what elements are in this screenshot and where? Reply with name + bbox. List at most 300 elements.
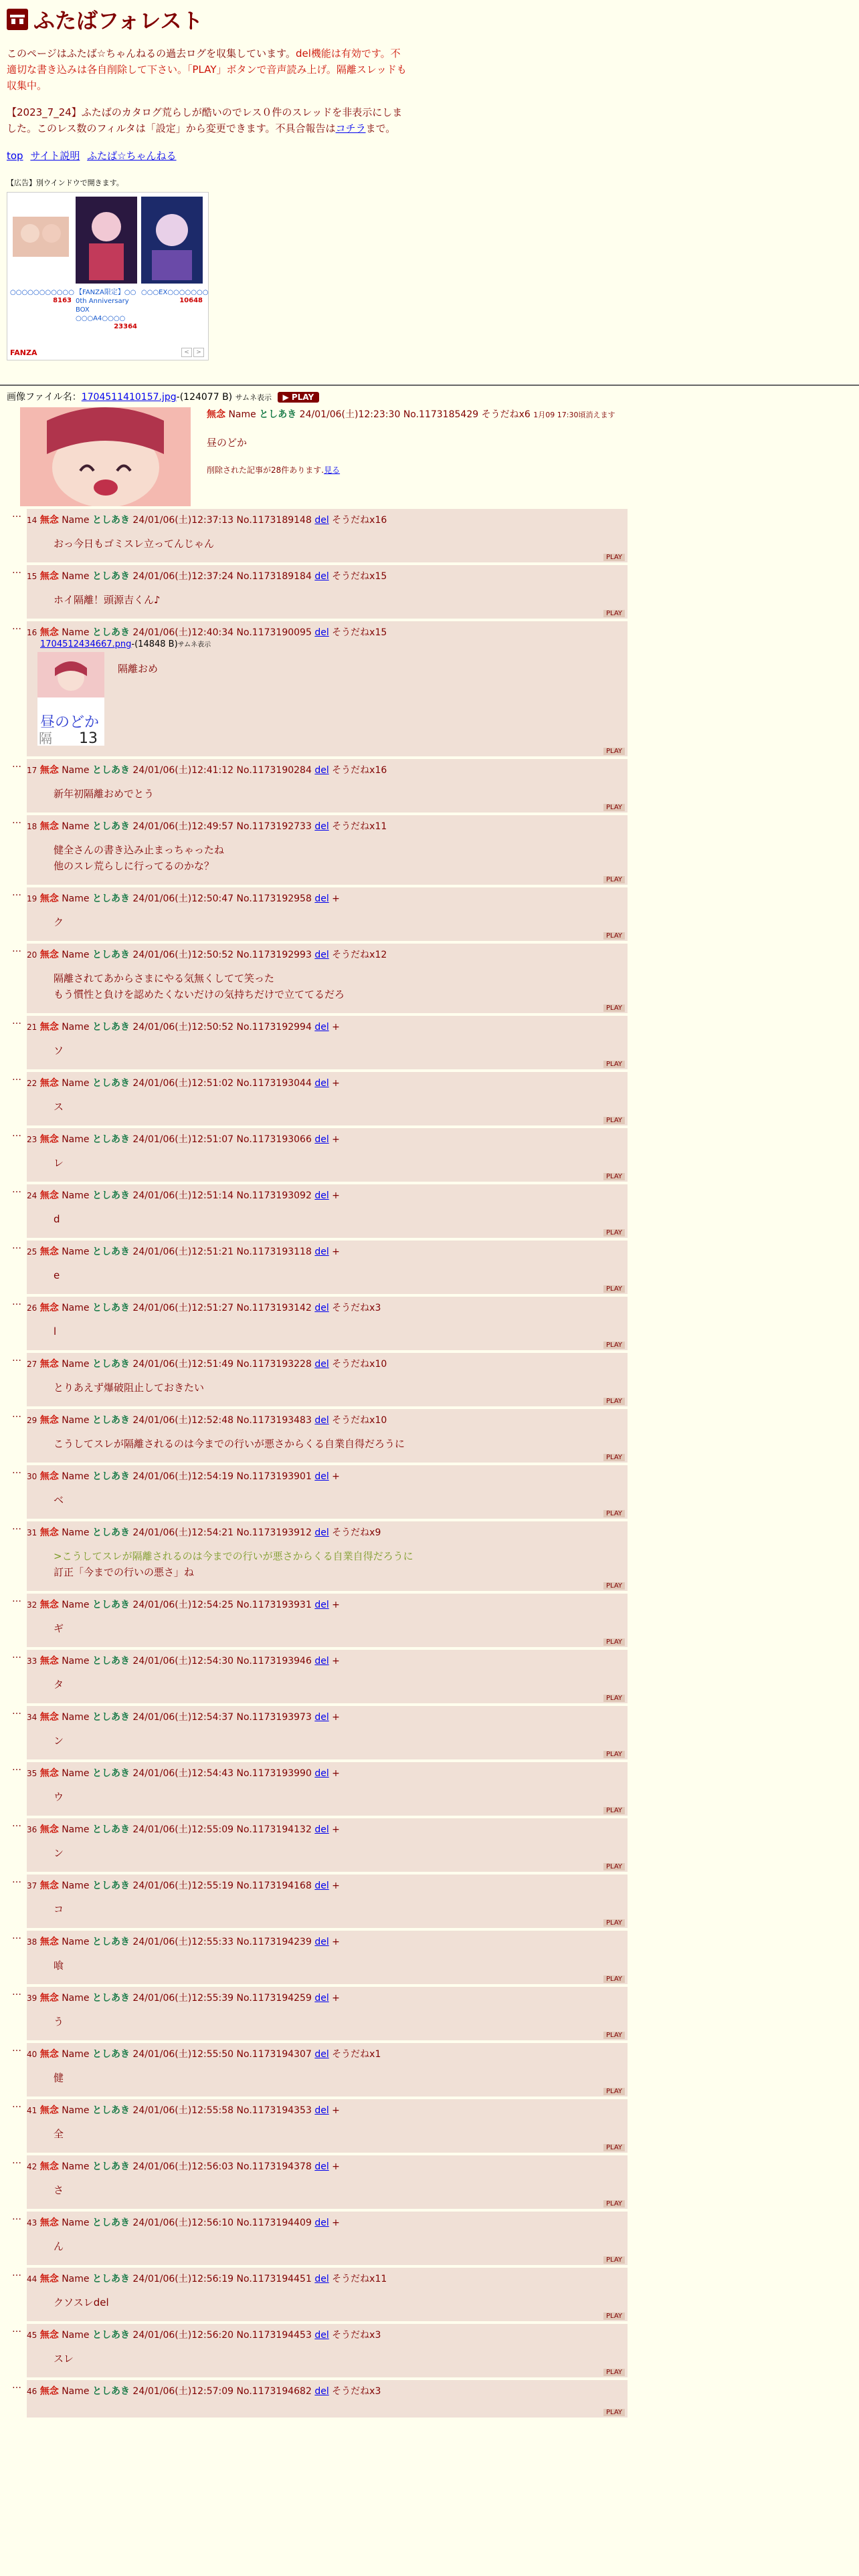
reply-play-button[interactable]: PLAY	[603, 876, 625, 883]
reply-number[interactable]: No.1173190095	[236, 627, 312, 638]
del-link[interactable]: del	[314, 1247, 329, 1257]
del-link[interactable]: del	[314, 2330, 329, 2341]
reply	[27, 1650, 628, 1703]
reply-name: としあき	[92, 1993, 130, 2004]
reply-number[interactable]: No.1173194378	[236, 2161, 312, 2172]
del-link[interactable]: del	[314, 1712, 329, 1723]
reply-index: 17	[27, 766, 37, 775]
reply-dots: …	[12, 1874, 21, 1885]
reply-play-button[interactable]: PLAY	[603, 1117, 625, 1124]
intro-text	[7, 45, 408, 94]
del-link[interactable]: del	[314, 1656, 329, 1667]
del-link[interactable]: del	[314, 1415, 329, 1426]
reply-row	[7, 887, 852, 941]
reply-number[interactable]: No.1173194239	[236, 1937, 312, 1947]
del-link[interactable]: del	[314, 2274, 329, 2284]
reply-dots: …	[12, 887, 21, 898]
ad-box	[7, 192, 209, 360]
reply-header	[27, 1879, 622, 1892]
reply-dots: …	[12, 2268, 21, 2278]
reply-header	[27, 2384, 622, 2397]
reply-index: 24	[27, 1191, 37, 1200]
reply-name: としあき	[92, 627, 130, 638]
reply-name-label: Name	[62, 515, 90, 526]
reply-play-button[interactable]: PLAY	[603, 1975, 625, 1983]
reply	[27, 2324, 628, 2377]
reply-text: ソ	[54, 1045, 64, 1057]
reply-row	[7, 944, 852, 1013]
reply-index: 16	[27, 628, 37, 637]
reply-body	[54, 842, 622, 874]
reply-index: 36	[27, 1825, 37, 1834]
reply-number[interactable]: No.1173189148	[236, 515, 312, 526]
reply-number[interactable]: No.1173193990	[236, 1768, 312, 1779]
reply-date: 24/01/06(土)12:51:02	[132, 1078, 234, 1089]
sodane-button[interactable]: +	[332, 1134, 340, 1145]
op-name-label: Name	[228, 409, 256, 420]
del-link[interactable]: del	[314, 1022, 329, 1033]
ad-card[interactable]	[10, 197, 72, 304]
del-link[interactable]: del	[314, 1993, 329, 2004]
op-sodane-button[interactable]: そうだねx6	[481, 409, 531, 420]
op-play-label: PLAY	[291, 393, 314, 402]
del-link[interactable]: del	[314, 1134, 329, 1145]
reply-text-line2: もう慣性と負けを認めたくないだけの気持ちだけで立ててるだろ	[54, 988, 345, 1000]
op-deleted-note	[207, 464, 615, 475]
sodane-button[interactable]: そうだねx9	[332, 1527, 381, 1538]
reply-name-label: Name	[62, 1881, 90, 1891]
reply-play-button[interactable]: PLAY	[603, 1582, 625, 1590]
reply-text: おっ今日もゴミスレ立ってんじゃん	[54, 538, 215, 550]
sodane-button[interactable]: +	[332, 1190, 340, 1201]
reply-index: 39	[27, 1994, 37, 2003]
reply-name-label: Name	[62, 1415, 90, 1426]
reply-number[interactable]: No.1173192994	[236, 1022, 312, 1033]
reply-index: 22	[27, 1079, 37, 1088]
reply-date: 24/01/06(土)12:55:58	[132, 2105, 234, 2116]
reply-text: ん	[54, 2240, 64, 2252]
reply-number[interactable]: No.1173194132	[236, 1824, 312, 1835]
del-link[interactable]: del	[314, 1471, 329, 1482]
reply-number[interactable]: No.1173193931	[236, 1600, 312, 1610]
sodane-button[interactable]: そうだねx10	[332, 1359, 387, 1370]
reply-subject: 無念	[39, 1303, 59, 1313]
reply-subject: 無念	[39, 1134, 59, 1145]
sodane-button[interactable]: そうだねx16	[332, 765, 387, 776]
reply	[27, 1521, 628, 1591]
reply-row	[7, 1521, 852, 1591]
reply-subject: 無念	[39, 1656, 59, 1667]
reply-body	[54, 2294, 622, 2311]
reply-name: としあき	[92, 1471, 130, 1482]
reply-name: としあき	[92, 1134, 130, 1145]
reply-name-label: Name	[62, 1359, 90, 1370]
reply-name-label: Name	[62, 1600, 90, 1610]
reply-date: 24/01/06(土)12:51:14	[132, 1190, 234, 1201]
op-image[interactable]	[20, 407, 191, 506]
reply-header	[27, 1413, 622, 1426]
reply-play-button[interactable]: PLAY	[603, 1229, 625, 1237]
reply	[27, 509, 628, 562]
op-file-size: -(124077 B)	[176, 392, 233, 403]
reply-dots: …	[12, 2099, 21, 2110]
ad-title[interactable]: ○○○EX○○○○○○○	[141, 289, 209, 296]
del-link[interactable]: del	[314, 1824, 329, 1835]
sodane-button[interactable]: そうだねx1	[332, 2049, 381, 2060]
reply-row	[7, 1987, 852, 2040]
futaba-link[interactable]: ふたば☆ちゃんねる	[87, 150, 177, 162]
reply-play-button[interactable]: PLAY	[603, 2032, 625, 2039]
del-link[interactable]: del	[314, 1527, 329, 1538]
reply-subject: 無念	[39, 765, 59, 776]
reply-text: ス	[54, 1101, 64, 1113]
reply-dots: …	[12, 1409, 21, 1420]
del-link[interactable]: del	[314, 1881, 329, 1891]
reply	[27, 2268, 628, 2321]
reply-play-button[interactable]: PLAY	[603, 1510, 625, 1517]
reply-row	[7, 1128, 852, 1182]
reply-number[interactable]: No.1173193483	[236, 1415, 312, 1426]
sodane-button[interactable]: +	[332, 1937, 340, 1947]
reply	[27, 565, 628, 619]
del-link[interactable]: del	[314, 765, 329, 776]
sodane-button[interactable]: そうだねx10	[332, 1415, 387, 1426]
op-number[interactable]: No.1173185429	[403, 409, 479, 420]
sodane-button[interactable]: そうだねx15	[332, 571, 387, 582]
ad-price: 8163	[53, 297, 72, 304]
reply-number[interactable]: No.1173193946	[236, 1656, 312, 1667]
op-post	[7, 407, 852, 506]
reply-play-button[interactable]: PLAY	[603, 554, 625, 561]
ad-brand-logo[interactable]: FANZA	[10, 348, 37, 357]
sodane-button[interactable]: +	[332, 1656, 340, 1667]
reply	[27, 1072, 628, 1125]
reply-name: としあき	[92, 1247, 130, 1257]
sodane-button[interactable]: そうだねx3	[332, 1303, 381, 1313]
reply-subject: 無念	[39, 1415, 59, 1426]
sodane-button[interactable]: そうだねx11	[332, 821, 387, 832]
report-link[interactable]: コチラ	[335, 122, 366, 134]
del-link[interactable]: del	[314, 571, 329, 582]
reply	[27, 1762, 628, 1816]
reply-index: 18	[27, 822, 37, 831]
reply-name-label: Name	[62, 1190, 90, 1201]
reply-file-link[interactable]: 1704512434667.png	[40, 639, 132, 649]
reply-header	[27, 1132, 622, 1146]
reply-play-button[interactable]: PLAY	[603, 2369, 625, 2376]
reply-row	[7, 1184, 852, 1238]
del-link[interactable]: del	[314, 1303, 329, 1313]
op-name: としあき	[259, 409, 297, 420]
reply-play-button[interactable]: PLAY	[603, 2409, 625, 2416]
reply	[27, 815, 628, 885]
del-link[interactable]: del	[314, 950, 329, 960]
ad-image[interactable]	[10, 197, 72, 284]
del-link[interactable]: del	[314, 2161, 329, 2172]
reply-date: 24/01/06(土)12:54:43	[132, 1768, 234, 1779]
reply-subject: 無念	[39, 1247, 59, 1257]
nav-links	[7, 148, 852, 163]
reply-play-button[interactable]: PLAY	[603, 2200, 625, 2208]
reply-name: としあき	[92, 765, 130, 776]
reply-row	[7, 759, 852, 813]
site-description-link[interactable]: サイト説明	[30, 150, 80, 162]
reply-text: ク	[54, 916, 64, 928]
reply-number[interactable]: No.1173193066	[236, 1134, 312, 1145]
reply-play-button[interactable]: PLAY	[603, 610, 625, 617]
op-file-line	[7, 390, 852, 403]
del-link[interactable]: del	[314, 515, 329, 526]
reply-index: 34	[27, 1713, 37, 1722]
ad-title[interactable]: 【FANZA限定】○○ 0th Anniversary BOX ○○○A4○○○○	[76, 289, 136, 322]
reply-name-label: Name	[62, 2161, 90, 2172]
sodane-button[interactable]: +	[332, 1022, 340, 1033]
reply-dots: …	[12, 565, 21, 576]
sodane-button[interactable]: +	[332, 1078, 340, 1089]
reply-number[interactable]: No.1173194453	[236, 2330, 312, 2341]
del-link[interactable]: del	[314, 2105, 329, 2116]
reply-body	[54, 2351, 622, 2367]
reply	[27, 621, 628, 756]
reply-play-button[interactable]: PLAY	[603, 1638, 625, 1646]
reply	[27, 1353, 628, 1406]
sodane-button[interactable]: そうだねx3	[332, 2386, 381, 2397]
del-link[interactable]: del	[314, 2386, 329, 2397]
reply-dots: …	[12, 2155, 21, 2166]
reply-index: 21	[27, 1023, 37, 1032]
reply-dots: …	[12, 944, 21, 954]
sodane-button[interactable]: +	[332, 1993, 340, 2004]
sodane-button[interactable]: +	[332, 893, 340, 904]
del-link[interactable]: del	[314, 1600, 329, 1610]
reply-number[interactable]: No.1173194168	[236, 1881, 312, 1891]
reply-play-button[interactable]: PLAY	[603, 1004, 625, 1012]
reply-body	[54, 592, 622, 608]
reply-body	[54, 1677, 622, 1693]
ad-image[interactable]	[141, 197, 203, 284]
reply-row	[7, 1818, 852, 1872]
op-thumb-note[interactable]: サムネ表示	[235, 393, 272, 402]
reply-subject: 無念	[39, 1937, 59, 1947]
reply-subject: 無念	[39, 1471, 59, 1482]
reply-name: としあき	[92, 515, 130, 526]
reply-dots: …	[12, 815, 21, 826]
reply-number[interactable]: No.1173192958	[236, 893, 312, 904]
reply-body	[54, 2238, 622, 2254]
reply-number[interactable]: No.1173192993	[236, 950, 312, 960]
sodane-button[interactable]: そうだねx15	[332, 627, 387, 638]
reply	[27, 759, 628, 813]
del-link[interactable]: del	[314, 2218, 329, 2228]
sodane-button[interactable]: +	[332, 2105, 340, 2116]
reply-play-button[interactable]: PLAY	[603, 1863, 625, 1870]
ad-image[interactable]	[76, 197, 137, 284]
reply-file-line	[40, 639, 622, 649]
site-title[interactable]: ふたばフォレスト	[33, 8, 203, 33]
reply-date: 24/01/06(土)12:54:19	[132, 1471, 234, 1482]
reply-text: とりあえず爆破阻止しておきたい	[54, 1382, 205, 1394]
reply-text-line2: 他のスレ荒らしに行ってるのかな？	[54, 860, 215, 872]
reply-number[interactable]: No.1173190284	[236, 765, 312, 776]
del-link[interactable]: del	[314, 821, 329, 832]
reply-play-button[interactable]: PLAY	[603, 2256, 625, 2264]
del-link[interactable]: del	[314, 1937, 329, 1947]
sodane-button[interactable]: +	[332, 1600, 340, 1610]
top-link[interactable]: top	[7, 150, 23, 162]
sodane-button[interactable]: +	[332, 1712, 340, 1723]
reply-number[interactable]: No.1173194259	[236, 1993, 312, 2004]
reply-subject: 無念	[39, 2161, 59, 2172]
sodane-button[interactable]: +	[332, 1768, 340, 1779]
sodane-button[interactable]: そうだねx16	[332, 515, 387, 526]
ad-price: 10648	[179, 297, 203, 304]
reply-index: 44	[27, 2274, 37, 2284]
del-link[interactable]: del	[314, 893, 329, 904]
reply-file-size: -(14848 B)	[131, 639, 178, 649]
reply-number[interactable]: No.1173194451	[236, 2274, 312, 2284]
reply-number[interactable]: No.1173193044	[236, 1078, 312, 1089]
ad-next-icon[interactable]: >	[193, 348, 204, 357]
reply	[27, 944, 628, 1013]
reply-play-button[interactable]: PLAY	[603, 1454, 625, 1461]
del-link[interactable]: del	[314, 1768, 329, 1779]
sodane-button[interactable]: +	[332, 2218, 340, 2228]
reply-header	[27, 1654, 622, 1667]
reply-body	[54, 536, 622, 552]
reply-play-button[interactable]: PLAY	[603, 2088, 625, 2095]
reply-play-button[interactable]: PLAY	[603, 1751, 625, 1758]
del-link[interactable]: del	[314, 1190, 329, 1201]
reply-play-button[interactable]: PLAY	[603, 1285, 625, 1293]
reply	[27, 2099, 628, 2153]
reply-header	[27, 763, 622, 776]
reply-name-label: Name	[62, 1824, 90, 1835]
reply-date: 24/01/06(土)12:54:21	[132, 1527, 234, 1538]
reply-number[interactable]: No.1173193142	[236, 1303, 312, 1313]
reply-play-button[interactable]: PLAY	[603, 1398, 625, 1405]
reply-dots: …	[12, 1184, 21, 1195]
sodane-button[interactable]: +	[332, 2161, 340, 2172]
reply-index: 37	[27, 1881, 37, 1891]
site-logo-icon[interactable]	[7, 9, 28, 30]
reply-number[interactable]: No.1173193228	[236, 1359, 312, 1370]
reply-number[interactable]: No.1173193118	[236, 1247, 312, 1257]
reply-number[interactable]: No.1173189184	[236, 571, 312, 582]
ad-card[interactable]	[141, 197, 209, 304]
reply-play-button[interactable]: PLAY	[603, 1919, 625, 1927]
reply-play-button[interactable]: PLAY	[603, 1341, 625, 1349]
reply-subject: 無念	[39, 627, 59, 638]
ad-title[interactable]: ○○○○○○○○○○○	[10, 289, 74, 296]
reply-text: l	[54, 1325, 57, 1337]
ad-prev-icon[interactable]: <	[181, 348, 192, 357]
sodane-button[interactable]: +	[332, 1471, 340, 1482]
reply-dots: …	[12, 1706, 21, 1717]
del-link[interactable]: del	[314, 1078, 329, 1089]
reply-subject: 無念	[39, 893, 59, 904]
reply-number[interactable]: No.1173193901	[236, 1471, 312, 1482]
reply-play-button[interactable]: PLAY	[603, 804, 625, 811]
op-file-link[interactable]: 1704511410157.jpg	[81, 392, 177, 403]
reply-date: 24/01/06(土)12:51:21	[132, 1247, 234, 1257]
reply-number[interactable]: No.1173192733	[236, 821, 312, 832]
sodane-button[interactable]: +	[332, 1247, 340, 1257]
sodane-button[interactable]: +	[332, 1881, 340, 1891]
reply-number[interactable]: No.1173194353	[236, 2105, 312, 2116]
reply-play-button[interactable]: PLAY	[603, 1173, 625, 1180]
reply-dots: …	[12, 1465, 21, 1476]
op-play-button[interactable]: ▶ PLAY	[278, 392, 320, 403]
reply-thumb-note[interactable]: サムネ表示	[177, 641, 211, 649]
reply-row	[7, 1409, 852, 1463]
reply-subject: 無念	[39, 2330, 59, 2341]
sodane-button[interactable]: そうだねx11	[332, 2274, 387, 2284]
reply-body	[54, 1548, 622, 1580]
op-text: 昼のどか	[207, 437, 248, 449]
reply-subject: 無念	[39, 1359, 59, 1370]
reply	[27, 1409, 628, 1463]
reply-number[interactable]: No.1173193973	[236, 1712, 312, 1723]
reply-name-label: Name	[62, 2274, 90, 2284]
reply-header	[27, 1357, 622, 1370]
reply-number[interactable]: No.1173193912	[236, 1527, 312, 1538]
reply-name: としあき	[92, 1881, 130, 1891]
reply-dots: …	[12, 1072, 21, 1083]
reply-text: 健	[54, 2072, 64, 2084]
reply-name: としあき	[92, 1190, 130, 1201]
show-deleted-link[interactable]: 見る	[324, 465, 341, 475]
reply-date: 24/01/06(土)12:50:52	[132, 950, 234, 960]
del-link[interactable]: del	[314, 627, 329, 638]
reply-play-button[interactable]: PLAY	[603, 932, 625, 940]
reply-name-label: Name	[62, 2049, 90, 2060]
reply-header	[27, 948, 622, 961]
reply	[27, 1016, 628, 1069]
del-link[interactable]: del	[314, 1359, 329, 1370]
reply-subject: 無念	[39, 1078, 59, 1089]
reply-name-label: Name	[62, 1247, 90, 1257]
reply-thumbnail[interactable]	[37, 652, 104, 746]
reply-play-button[interactable]: PLAY	[603, 2313, 625, 2320]
reply-dots: …	[12, 1987, 21, 1998]
reply-number[interactable]: No.1173193092	[236, 1190, 312, 1201]
reply	[27, 1874, 628, 1928]
reply-number[interactable]: No.1173194409	[236, 2218, 312, 2228]
reply-row	[7, 1353, 852, 1406]
reply-number[interactable]: No.1173194682	[236, 2386, 312, 2397]
ad-card[interactable]	[76, 197, 137, 330]
del-link[interactable]: del	[314, 2049, 329, 2060]
reply-play-button[interactable]: PLAY	[603, 748, 625, 755]
ad-nav	[181, 348, 204, 357]
reply-play-button[interactable]: PLAY	[603, 2144, 625, 2151]
sodane-button[interactable]: そうだねx3	[332, 2330, 381, 2341]
reply-play-button[interactable]: PLAY	[603, 1061, 625, 1068]
reply-body	[54, 1957, 622, 1973]
reply-name-label: Name	[62, 1078, 90, 1089]
reply-play-button[interactable]: PLAY	[603, 1695, 625, 1702]
reply-name-label: Name	[62, 2105, 90, 2116]
reply-body	[54, 970, 622, 1002]
sodane-button[interactable]: +	[332, 1824, 340, 1835]
sodane-button[interactable]: そうだねx12	[332, 950, 387, 960]
reply-row	[7, 509, 852, 562]
reply-date: 24/01/06(土)12:50:52	[132, 1022, 234, 1033]
reply-play-button[interactable]: PLAY	[603, 1807, 625, 1814]
reply-date: 24/01/06(土)12:49:57	[132, 821, 234, 832]
reply-subject: 無念	[39, 2049, 59, 2060]
reply-number[interactable]: No.1173194307	[236, 2049, 312, 2060]
